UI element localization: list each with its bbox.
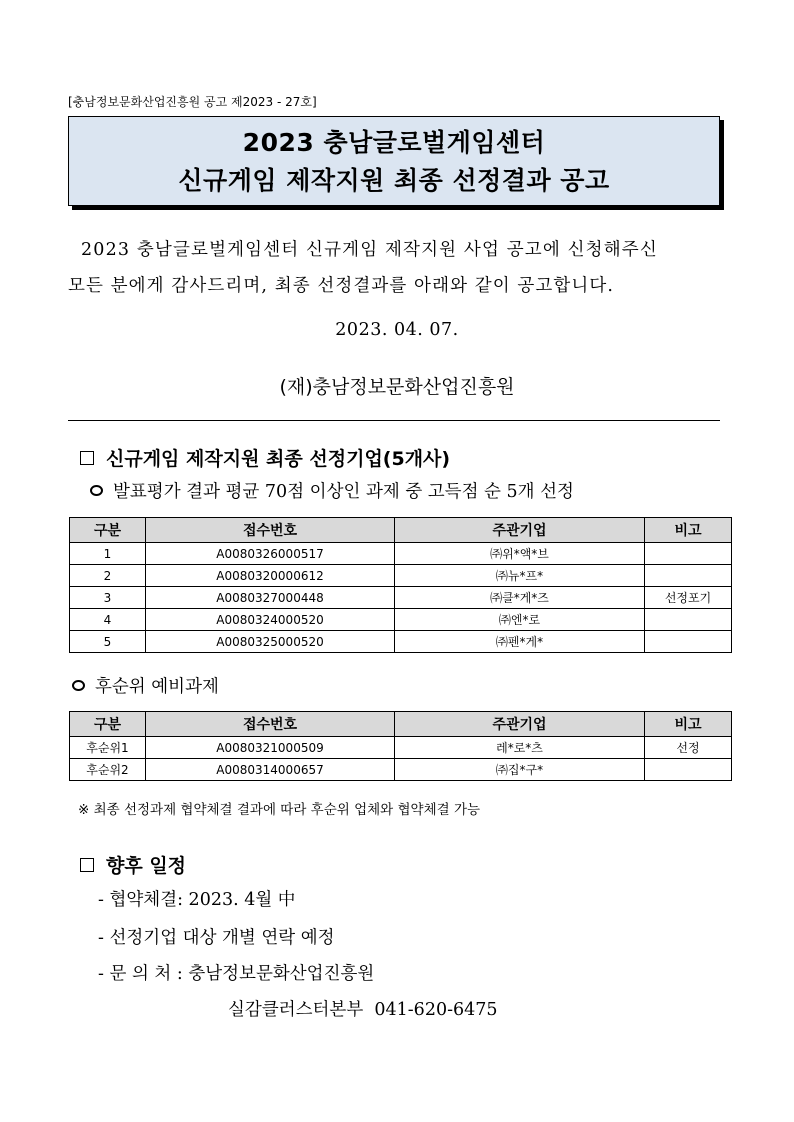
cell-company: ㈜뉴*프* bbox=[395, 565, 645, 587]
footnote: ※ 최종 선정과제 협약체결 결과에 따라 후순위 업체와 협약체결 가능 bbox=[78, 802, 481, 818]
bullet-reserve bbox=[72, 673, 219, 698]
cell-receipt-number: A0080320000612 bbox=[146, 565, 395, 587]
checkbox-icon bbox=[80, 451, 94, 465]
cell-remarks bbox=[645, 543, 732, 565]
bullet-criteria bbox=[90, 478, 574, 503]
cell-receipt-number: A0080327000448 bbox=[146, 587, 395, 609]
cell-company: ㈜집*구* bbox=[395, 759, 645, 781]
cell-category: 5 bbox=[70, 631, 146, 653]
cell-receipt-number: A0080326000517 bbox=[146, 543, 395, 565]
section-heading-selected bbox=[80, 444, 450, 471]
circle-bullet-icon bbox=[90, 485, 103, 496]
cell-receipt-number: A0080321000509 bbox=[146, 737, 395, 759]
cell-category: 후순위1 bbox=[70, 737, 146, 759]
cell-remarks: 선정 bbox=[645, 737, 732, 759]
section-heading-schedule bbox=[80, 851, 186, 878]
cell-category: 2 bbox=[70, 565, 146, 587]
header-category: 구분 bbox=[70, 712, 146, 737]
cell-category: 4 bbox=[70, 609, 146, 631]
circle-bullet-icon bbox=[72, 680, 85, 691]
cell-company: ㈜펜*게* bbox=[395, 631, 645, 653]
table-row bbox=[70, 543, 732, 565]
title-box bbox=[68, 116, 720, 206]
table-row bbox=[70, 565, 732, 587]
schedule-item-inquiry: - 문 의 처 : 충남정보문화산업진흥원 bbox=[98, 964, 375, 984]
title-line-1: 2023 충남글로벌게임센터 bbox=[242, 128, 546, 157]
intro-line-1: 2023 충남글로벌게임센터 신규게임 제작지원 사업 공고에 신청해주신 bbox=[81, 240, 658, 260]
cell-remarks: 선정포기 bbox=[645, 587, 732, 609]
cell-remarks bbox=[645, 565, 732, 587]
organization-name: (재)충남정보문화산업진흥원 bbox=[279, 376, 515, 398]
checkbox-icon bbox=[80, 858, 94, 872]
selected-companies-table bbox=[69, 517, 732, 653]
header-remarks: 비고 bbox=[645, 518, 732, 543]
cell-category: 3 bbox=[70, 587, 146, 609]
divider bbox=[68, 420, 720, 421]
notice-number: [충남정보문화산업진흥원 공고 제2023 - 27호] bbox=[68, 95, 317, 109]
header-category: 구분 bbox=[70, 518, 146, 543]
section-heading-text: 향후 일정 bbox=[106, 855, 187, 877]
cell-remarks bbox=[645, 759, 732, 781]
cell-receipt-number: A0080325000520 bbox=[146, 631, 395, 653]
table-header-row bbox=[70, 518, 732, 543]
cell-receipt-number: A0080324000520 bbox=[146, 609, 395, 631]
bullet-text: 발표평가 결과 평균 70점 이상인 과제 중 고득점 순 5개 선정 bbox=[113, 482, 574, 502]
cell-remarks bbox=[645, 631, 732, 653]
cell-receipt-number: A0080314000657 bbox=[146, 759, 395, 781]
header-company: 주관기업 bbox=[395, 712, 645, 737]
cell-remarks bbox=[645, 609, 732, 631]
cell-company: 레*로*츠 bbox=[395, 737, 645, 759]
schedule-item-contact-plan: - 선정기업 대상 개별 연락 예정 bbox=[98, 928, 335, 948]
header-receipt-number: 접수번호 bbox=[146, 712, 395, 737]
cell-company: ㈜위*액*브 bbox=[395, 543, 645, 565]
reserve-companies-table bbox=[69, 711, 732, 781]
table-row bbox=[70, 759, 732, 781]
header-receipt-number: 접수번호 bbox=[146, 518, 395, 543]
table-row bbox=[70, 609, 732, 631]
cell-category: 1 bbox=[70, 543, 146, 565]
header-remarks: 비고 bbox=[645, 712, 732, 737]
announcement-date: 2023. 04. 07. bbox=[335, 320, 459, 340]
table-header-row bbox=[70, 712, 732, 737]
cell-company: ㈜엔*로 bbox=[395, 609, 645, 631]
cell-category: 후순위2 bbox=[70, 759, 146, 781]
intro-line-2: 모든 분에게 감사드리며, 최종 선정결과를 아래와 같이 공고합니다. bbox=[68, 276, 615, 296]
table-row bbox=[70, 737, 732, 759]
table-row bbox=[70, 587, 732, 609]
title-line-2: 신규게임 제작지원 최종 선정결과 공고 bbox=[178, 166, 610, 195]
header-company: 주관기업 bbox=[395, 518, 645, 543]
schedule-item-contract: - 협약체결: 2023. 4월 中 bbox=[98, 890, 296, 910]
table-row bbox=[70, 631, 732, 653]
cell-company: ㈜클*게*즈 bbox=[395, 587, 645, 609]
section-heading-text: 신규게임 제작지원 최종 선정기업(5개사) bbox=[106, 448, 451, 470]
bullet-text: 후순위 예비과제 bbox=[95, 677, 219, 697]
schedule-contact-info: 실감클러스터본부 041-620-6475 bbox=[228, 1000, 498, 1020]
intro-paragraph bbox=[68, 232, 730, 304]
